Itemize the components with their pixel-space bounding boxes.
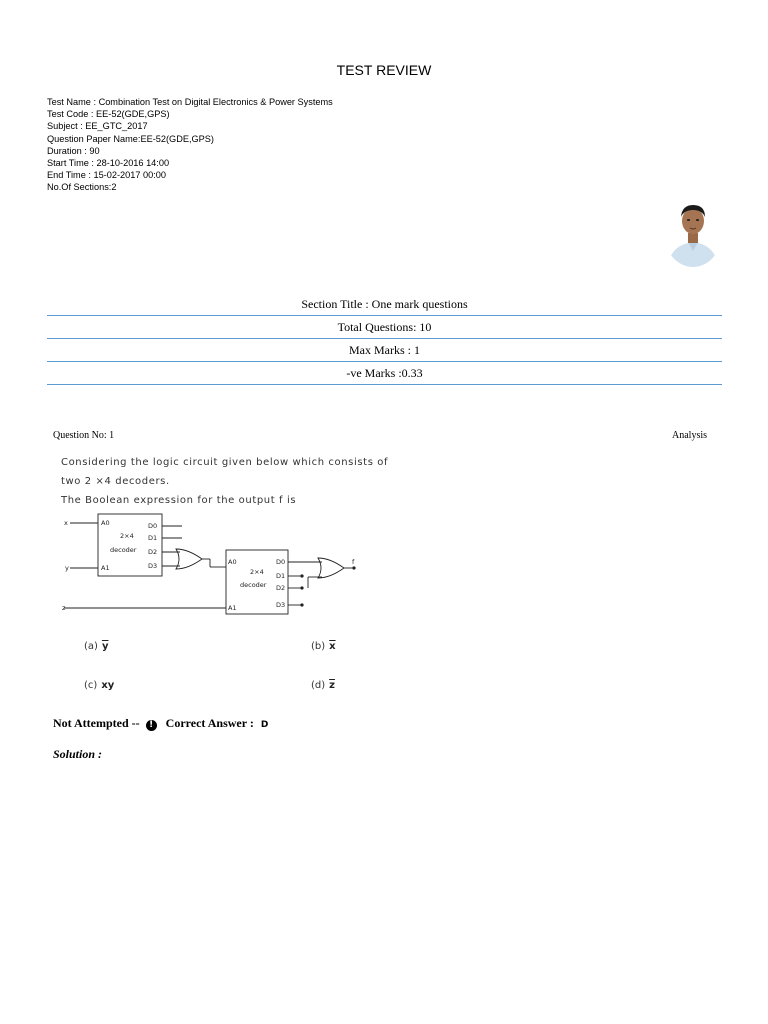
or-gate-2 (318, 558, 344, 578)
option-b-label: (b) (311, 641, 326, 652)
option-d-label: (d) (311, 680, 326, 691)
end-time: End Time : 15-02-2017 00:00 (47, 170, 167, 181)
option-c (84, 680, 114, 691)
question-paper-name: Question Paper Name:EE-52(GDE,GPS) (47, 133, 214, 144)
output-f-label: f (352, 558, 355, 566)
attempt-status (53, 716, 268, 731)
d1-out-d3: D3 (148, 562, 158, 570)
d2-out-d1: D1 (276, 572, 286, 580)
total-questions: Total Questions: 10 (47, 316, 722, 339)
input-z-label: z (62, 604, 66, 612)
d1-out-d1: D1 (148, 534, 158, 542)
number-of-sections: No.Of Sections:2 (47, 182, 117, 193)
section-summary (47, 294, 722, 385)
d1-size: 2×4 (120, 532, 134, 540)
option-d-value: $\overline{z}$ (329, 680, 335, 691)
not-attempted-label: Not Attempted -- (53, 716, 140, 730)
alert-icon: ! (146, 720, 157, 731)
max-marks: Max Marks : 1 (47, 339, 722, 362)
start-time: Start Time : 28-10-2016 14:00 (47, 158, 170, 169)
candidate-photo (664, 195, 722, 267)
d2-out-d2: D2 (276, 584, 286, 592)
question-text-line-2: two 2 ×4 decoders. (61, 476, 170, 487)
d1-in-a0: A0 (101, 519, 110, 527)
option-b (311, 641, 336, 652)
d1-out-d2: D2 (148, 548, 158, 556)
d2-in-a1: A1 (228, 604, 237, 612)
correct-answer-value: D (260, 720, 269, 730)
d2-size: 2×4 (250, 568, 264, 576)
option-c-value: xy (101, 680, 115, 691)
d1-in-a1: A1 (101, 564, 110, 572)
duration: Duration : 90 (47, 145, 100, 156)
d2-out-d0: D0 (276, 558, 286, 566)
page-title: TEST REVIEW (336, 62, 432, 78)
solution-label: Solution : (53, 747, 103, 761)
d1-name: decoder (110, 546, 137, 554)
option-c-label: (c) (84, 680, 98, 691)
input-x-label: x (64, 519, 68, 527)
section-title: Section Title : One mark questions (47, 294, 722, 316)
option-a-label: (a) (84, 641, 98, 652)
test-name: Test Name : Combination Test on Digital Electronics & Power Systems (47, 97, 333, 107)
question-number: Question No: 1 (53, 430, 115, 441)
d2-name: decoder (240, 581, 267, 589)
logic-circuit-diagram (56, 510, 376, 622)
option-b-value: $\overline{x}$ (329, 641, 336, 652)
option-a-value: $\overline{y}$ (101, 641, 109, 652)
d2-in-a0: A0 (228, 558, 237, 566)
analysis-link[interactable]: Analysis (672, 430, 707, 441)
negative-marks: -ve Marks :0.33 (47, 362, 722, 385)
question-text-line-1: Considering the logic circuit given below which consists of (61, 457, 389, 468)
option-d (311, 680, 335, 691)
option-a (84, 641, 108, 652)
input-y-label: y (65, 564, 69, 572)
d2-out-d3: D3 (276, 601, 286, 609)
correct-answer-label: Correct Answer : (165, 716, 254, 730)
d1-out-d0: D0 (148, 522, 158, 530)
test-info (47, 96, 333, 194)
test-code: Test Code : EE-52(GDE,GPS) (47, 109, 170, 120)
subject: Subject : EE_GTC_2017 (47, 121, 148, 132)
question-text-line-3: The Boolean expression for the output f is (61, 495, 297, 506)
